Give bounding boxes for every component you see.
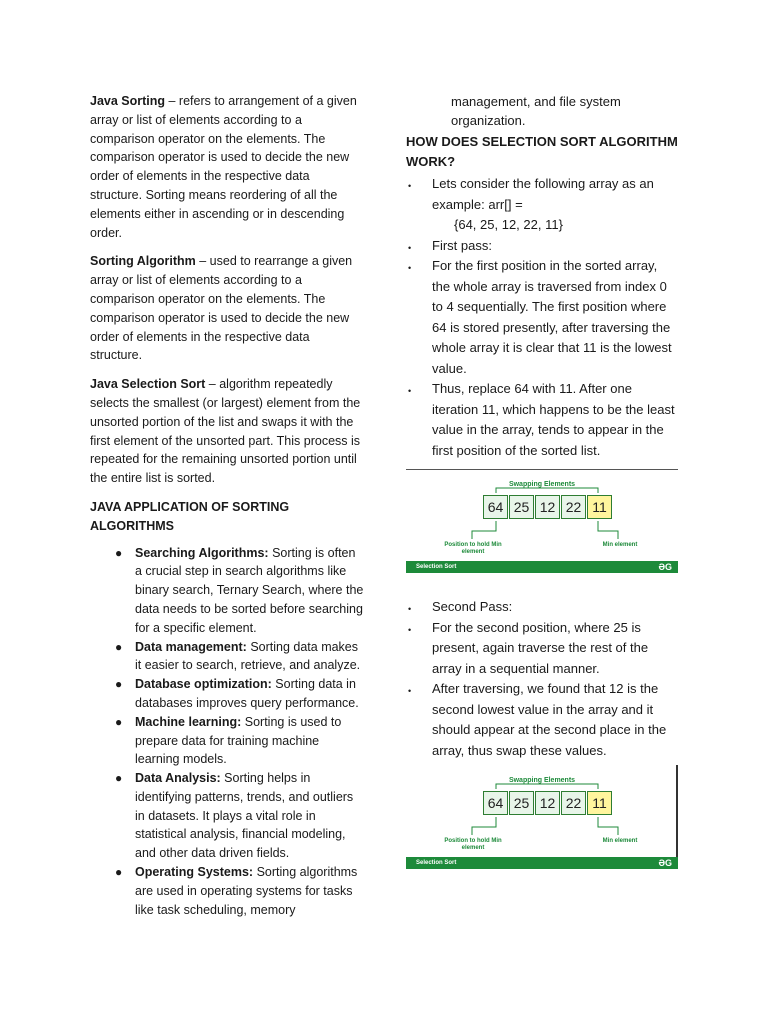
description: Sorting is used to prepare data for training machine learning models. xyxy=(135,714,342,767)
list-item xyxy=(408,174,678,236)
bullet-icon: ● xyxy=(115,865,123,880)
term: Java Selection Sort xyxy=(90,377,206,392)
item-text: Lets consider the following array as an example: arr[] = xyxy=(432,176,654,212)
list-item xyxy=(408,236,678,257)
array-cell: 22 xyxy=(561,495,586,519)
list-item xyxy=(115,863,365,919)
bullet-icon: ● xyxy=(115,771,123,786)
array-cell: 22 xyxy=(561,791,586,815)
term: Data Analysis: xyxy=(135,771,221,786)
list-item xyxy=(408,597,678,618)
array-cells xyxy=(483,495,613,519)
array-cell: 25 xyxy=(509,495,534,519)
figure-title: Swapping Elements xyxy=(508,777,576,784)
caption-min: Min element xyxy=(602,838,638,844)
list-item xyxy=(408,679,678,761)
description: Sorting is often a crucial step in search algorithms like binary search, Ternary Search, where the data needs to be sorted before searching for a specific element. xyxy=(135,545,364,635)
logo-icon: ƏG xyxy=(658,562,672,572)
caption-min: Min element xyxy=(602,542,638,548)
selection-sort-figure-2 xyxy=(406,765,678,869)
bullet-icon: ● xyxy=(115,714,123,729)
description: Sorting data makes it easier to search, retrieve, and analyze. xyxy=(135,639,361,673)
bullet-icon: ● xyxy=(115,677,123,692)
applications-list xyxy=(90,544,365,920)
caption-position: Position to hold Min element xyxy=(444,838,502,851)
array-cell-min: 11 xyxy=(587,495,612,519)
figure-title: Swapping Elements xyxy=(508,481,576,488)
item-text: First pass: xyxy=(432,237,492,253)
array-cell: 64 xyxy=(483,495,508,519)
bullet-icon: • xyxy=(408,624,412,635)
bullet-icon: ● xyxy=(115,545,123,560)
array-cells xyxy=(483,791,613,815)
list-item xyxy=(115,638,365,676)
second-pass-list xyxy=(406,597,678,761)
item-text: Second Pass: xyxy=(432,599,513,614)
logo-icon: ƏG xyxy=(658,858,672,868)
array-cell: 25 xyxy=(509,791,534,815)
paragraph-java-sorting xyxy=(90,92,365,242)
term: Database optimization: xyxy=(135,677,272,692)
bullet-icon: ● xyxy=(115,639,123,654)
term: Searching Algorithms: xyxy=(135,545,269,560)
left-column xyxy=(90,92,365,919)
right-column xyxy=(406,92,678,869)
figure-footer-label: Selection Sort xyxy=(416,564,457,570)
term: Data management: xyxy=(135,639,247,654)
definition: – used to rearrange a given array or list of elements according to a comparison operator on the elements. The comparison operator is used to decide the new order of elements in the respective data structure. xyxy=(90,254,353,363)
figure-footer-bar xyxy=(406,857,678,869)
term: Operating Systems: xyxy=(135,865,254,880)
list-item xyxy=(115,769,365,863)
list-item xyxy=(115,544,365,638)
caption-position: Position to hold Min element xyxy=(444,542,502,555)
term: Sorting Algorithm xyxy=(90,254,196,269)
list-item xyxy=(408,379,678,461)
bullet-icon: • xyxy=(408,263,412,273)
bullet-icon: • xyxy=(408,686,412,696)
item-text: For the second position, where 25 is present, again traverse the rest of the array in a sequential manner. xyxy=(432,619,649,676)
item-text: For the first position in the sorted array, the whole array is traversed from index 0 to 4 sequentially. The first position where 64 is stored presently, after traversing the whole array it is clear that 11 is the lowest value. xyxy=(432,258,672,376)
array-literal: {64, 25, 12, 22, 11} xyxy=(454,217,563,232)
bullet-icon: • xyxy=(408,386,412,396)
section-heading-how-it-works: HOW DOES SELECTION SORT ALGORITHM WORK? xyxy=(406,134,678,169)
definition: – refers to arrangement of a given array or list of elements according to a comparison operator on the elements. The comparison operator is used to decide the new order of elements in the respective data structure. Sorting means reordering of all the elements either in ascending or in descending order. xyxy=(90,94,357,240)
array-cell: 12 xyxy=(535,791,560,815)
bullet-icon: • xyxy=(408,242,412,253)
selection-sort-figure-1 xyxy=(406,469,678,573)
list-item xyxy=(408,256,678,379)
definition: – algorithm repeatedly selects the smallest (or largest) element from the unsorted portion of the list and swaps it with the first element of the unsorted part. This process is repeated for the remaining unsorted portion until the entire list is sorted. xyxy=(90,377,361,486)
list-item xyxy=(408,618,678,680)
list-item xyxy=(115,675,365,713)
array-cell-min: 11 xyxy=(587,791,612,815)
item-text: After traversing, we found that 12 is the second lowest value in the array and it should appear at the second place in the array, thus swap these values. xyxy=(432,681,667,758)
array-cell: 64 xyxy=(483,791,508,815)
list-item xyxy=(115,713,365,769)
array-cell: 12 xyxy=(535,495,560,519)
description: Sorting helps in identifying patterns, trends, and outliers in datasets. It plays a vital role in statistical analysis, financial modeling, and other data driven fields. xyxy=(135,771,354,861)
figure-footer-label: Selection Sort xyxy=(416,860,457,866)
paragraph-selection-sort xyxy=(90,375,365,488)
description: Sorting data in databases improves query performance. xyxy=(135,677,359,710)
section-heading-applications: JAVA APPLICATION OF SORTING ALGORITHMS xyxy=(90,499,290,533)
term: Machine learning: xyxy=(135,714,242,729)
paragraph-sorting-algorithm xyxy=(90,252,365,365)
first-pass-list xyxy=(406,174,678,461)
description: Sorting algorithms are used in operating systems for tasks like task scheduling, memory xyxy=(135,865,358,917)
figure-footer-bar xyxy=(406,561,678,573)
term: Java Sorting xyxy=(90,94,166,108)
continued-list-text: management, and file system organization. xyxy=(451,94,621,128)
bullet-icon: • xyxy=(408,604,412,614)
bullet-icon: • xyxy=(408,181,412,191)
item-text: Thus, replace 64 with 11. After one iteration 11, which happens to be the least value in the array, tends to appear in the first position of the sorted list. xyxy=(432,381,675,458)
